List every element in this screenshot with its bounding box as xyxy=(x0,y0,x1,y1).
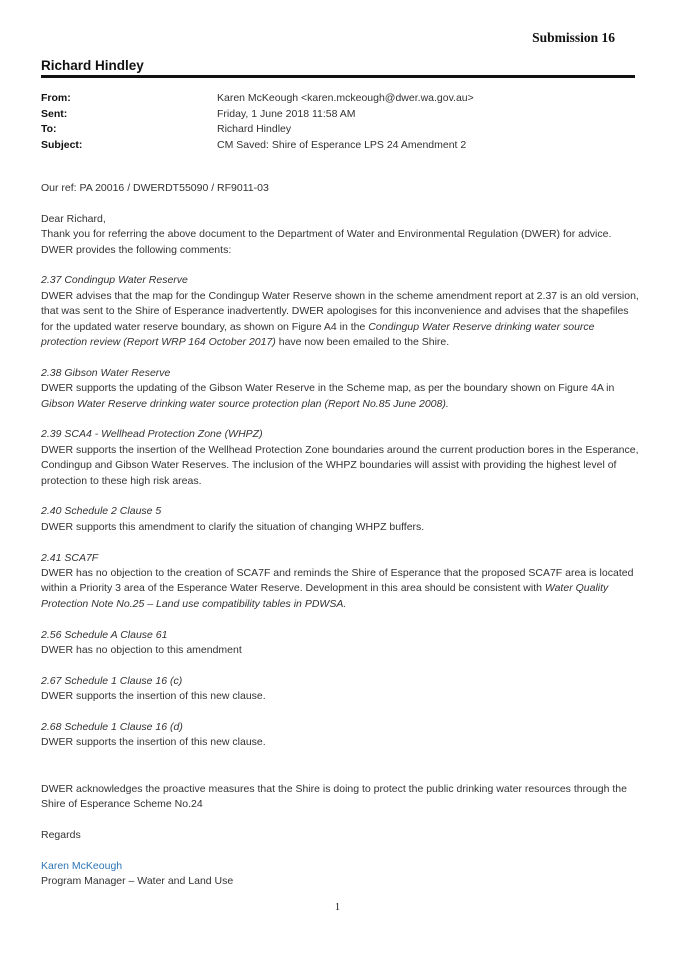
section-text: DWER supports the insertion of this new clause. xyxy=(41,736,266,749)
regards: Regards xyxy=(41,828,81,841)
meta-value-subject: CM Saved: Shire of Esperance LPS 24 Amendment 2 xyxy=(217,138,467,151)
meta-value-sent: Friday, 1 June 2018 11:58 AM xyxy=(217,107,356,120)
section-heading: 2.56 Schedule A Clause 61 xyxy=(41,628,168,641)
page-number: 1 xyxy=(335,902,340,913)
section-text: DWER supports the updating of the Gibson Water Reserve in the Scheme map, as per the boundary shown on Figure 4A in Gibson Water Reserve drinking water source protection plan (Report No.85 June 2008). xyxy=(41,382,615,410)
our-ref: Our ref: PA 20016 / DWERDT55090 / RF9011-03 xyxy=(41,182,269,194)
header-rule xyxy=(41,75,635,78)
section-heading: 2.41 SCA7F xyxy=(41,551,99,564)
meta-label: Subject: xyxy=(41,138,83,151)
section-text: DWER supports this amendment to clarify the situation of changing WHPZ buffers. xyxy=(41,520,425,533)
section-heading: 2.67 Schedule 1 Clause 16 (c) xyxy=(41,674,183,687)
section-heading: 2.40 Schedule 2 Clause 5 xyxy=(41,505,162,518)
meta-value-to: Richard Hindley xyxy=(217,123,292,135)
email-body xyxy=(41,181,641,889)
meta-row-from xyxy=(41,91,474,107)
submission-label: Submission 16 xyxy=(532,30,615,45)
section-heading: 2.38 Gibson Water Reserve xyxy=(41,366,171,379)
section-heading: 2.68 Schedule 1 Clause 16 (d) xyxy=(41,721,183,734)
section-text: DWER supports the insertion of this new clause. xyxy=(41,690,266,703)
meta-label: From: xyxy=(41,92,71,104)
email-meta xyxy=(41,91,474,153)
section-text: DWER has no objection to this amendment xyxy=(41,644,242,657)
header-name: Richard Hindley xyxy=(41,58,144,73)
closing-paragraph: DWER acknowledges the proactive measures that the Shire is doing to protect the public drinking water resources through the Shire of Esperance Scheme No.24 xyxy=(41,782,627,811)
section-text: DWER supports the insertion of the Wellhead Protection Zone boundaries around the current production bores in the Esperance, Condingup and Gibson Water Reserves. The inclusion of the WHPZ boundaries will assist with providing the highest level of protection to these high risk areas. xyxy=(41,443,639,487)
meta-value-from: Karen McKeough <karen.mckeough@dwer.wa.gov.au> xyxy=(217,92,474,104)
meta-row-to xyxy=(41,122,474,138)
salutation: Dear Richard, xyxy=(41,212,106,225)
intro-paragraph: Thank you for referring the above document to the Department of Water and Environmental Regulation (DWER) for advice. DWER provides the following comments: xyxy=(41,228,612,256)
meta-label: To: xyxy=(41,123,57,135)
meta-label: Sent: xyxy=(41,107,68,120)
signature-name: Karen McKeough xyxy=(41,859,123,872)
signature-title: Program Manager – Water and Land Use xyxy=(41,875,234,888)
section-heading: 2.39 SCA4 - Wellhead Protection Zone (WHPZ) xyxy=(41,428,263,441)
meta-row-sent xyxy=(41,107,474,123)
section-heading: 2.37 Condingup Water Reserve xyxy=(41,274,188,287)
meta-row-subject xyxy=(41,138,474,154)
section-text: DWER advises that the map for the Condingup Water Reserve shown in the scheme amendment report at 2.37 is an old version, that was sent to the Shire of Esperance inadvertently. DWER apologises for this inconvenience and advises that the shapefiles for the updated water reserve boundary, as shown on Figure A4 in the Condingup Water Reserve drinking water source protection review (Report WRP 164 October 2017) have now been emailed to the Shire. xyxy=(41,289,639,349)
section-text: DWER has no objection to the creation of SCA7F and reminds the Shire of Esperance that the proposed SCA7F area is located within a Priority 3 area of the Esperance Water Reserve. Development in this area should be consistent with Water Quality Protection Note No.25 – Land use compatibility tables in PDWSA. xyxy=(41,567,634,610)
